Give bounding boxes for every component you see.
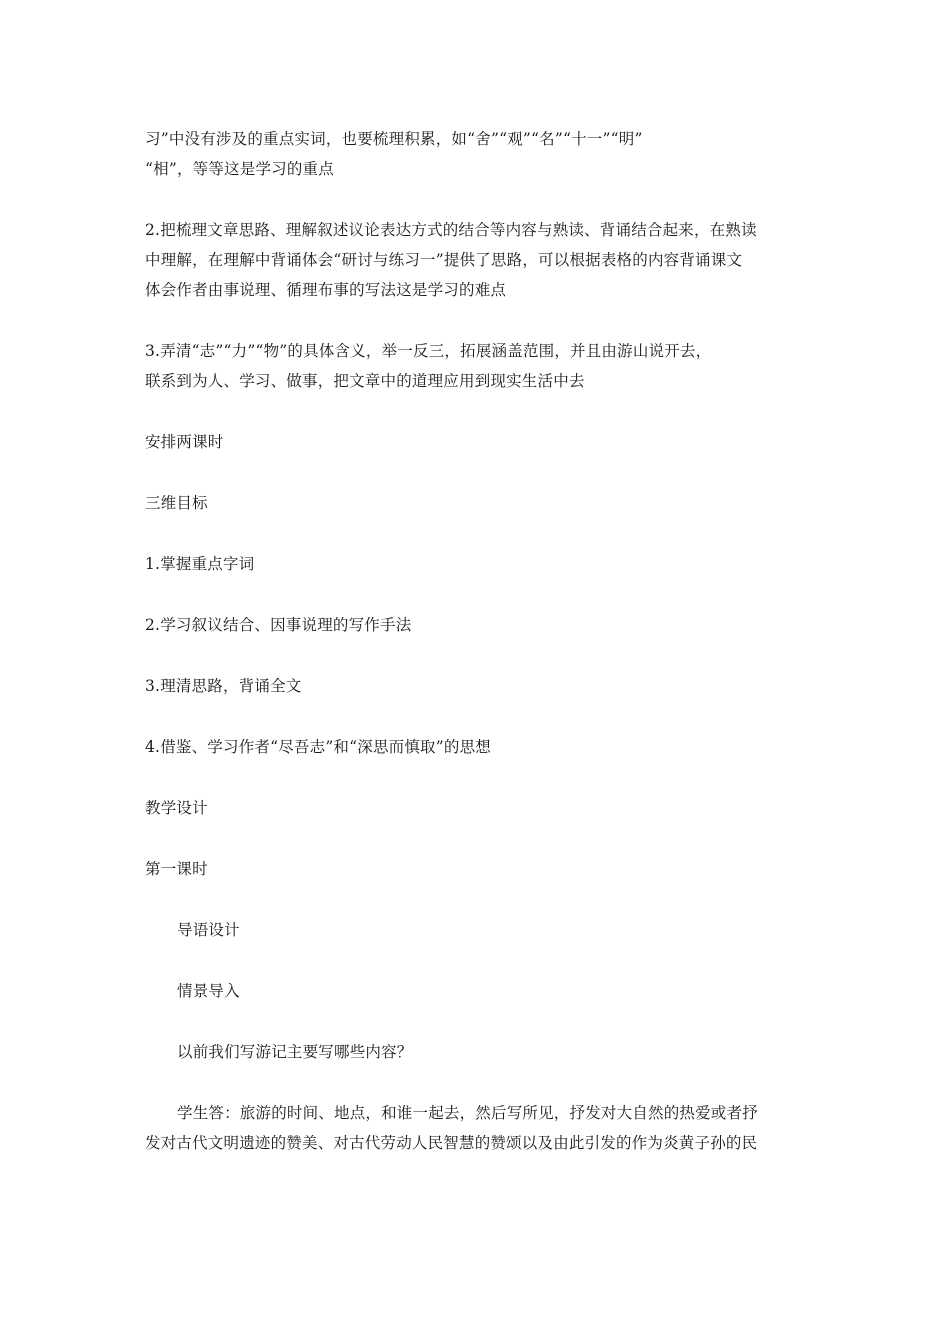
text-line: 发对古代文明遗迹的赞美、对古代劳动人民智慧的赞颂以及由此引发的作为炎黄子孙的民 xyxy=(145,1134,758,1152)
objective-item-4 xyxy=(145,732,813,762)
text-line: 习”中没有涉及的重点实词，也要梳理积累，如“舍”“观”“名”“十一”“明” xyxy=(145,130,643,148)
text-line: 2.学习叙议结合、因事说理的写作手法 xyxy=(145,616,412,634)
text-line: 3.理清思路，背诵全文 xyxy=(145,677,302,695)
text-line: 第一课时 xyxy=(145,860,208,878)
text-line: 2.把梳理文章思路、理解叙述议论表达方式的结合等内容与熟读、背诵结合起来，在熟读 xyxy=(145,221,757,239)
text-line: 1.掌握重点字词 xyxy=(145,555,255,573)
text-line: 以前我们写游记主要写哪些内容？ xyxy=(177,1043,413,1061)
text-line: 学生答：旅游的时间、地点，和谁一起去，然后写所见，抒发对大自然的热爱或者抒 xyxy=(177,1104,758,1122)
heading-intro-design xyxy=(145,915,813,945)
heading-teaching-design xyxy=(145,793,813,823)
text-line: 情景导入 xyxy=(177,982,240,1000)
objective-item-1 xyxy=(145,549,813,579)
heading-first-lesson xyxy=(145,854,813,884)
text-line: 4.借鉴、学习作者“尽吾志”和“深思而慎取”的思想 xyxy=(145,738,491,756)
paragraph-schedule xyxy=(145,427,813,457)
heading-objectives xyxy=(145,488,813,518)
paragraph-point-3 xyxy=(145,336,813,396)
text-line: 三维目标 xyxy=(145,494,208,512)
text-line: 中理解，在理解中背诵体会“研讨与练习一”提供了思路，可以根据表格的内容背诵课文 xyxy=(145,251,743,269)
objective-item-3 xyxy=(145,671,813,701)
text-line: 导语设计 xyxy=(177,921,240,939)
text-line: 安排两课时 xyxy=(145,433,224,451)
document-body xyxy=(145,124,813,1189)
paragraph-student-answer xyxy=(145,1098,813,1158)
paragraph-key-words xyxy=(145,124,813,184)
text-line: 3.弄清“志”“力”“物”的具体含义，举一反三，拓展涵盖范围，并且由游山说开去， xyxy=(145,342,712,360)
paragraph-point-2 xyxy=(145,215,813,305)
text-line: “相”，等等这是学习的重点 xyxy=(145,160,334,178)
paragraph-question xyxy=(145,1037,813,1067)
text-line: 教学设计 xyxy=(145,799,208,817)
text-line: 联系到为人、学习、做事，把文章中的道理应用到现实生活中去 xyxy=(145,372,585,390)
objective-item-2 xyxy=(145,610,813,640)
text-line: 体会作者由事说理、循理布事的写法这是学习的难点 xyxy=(145,281,507,299)
heading-scenario-intro xyxy=(145,976,813,1006)
